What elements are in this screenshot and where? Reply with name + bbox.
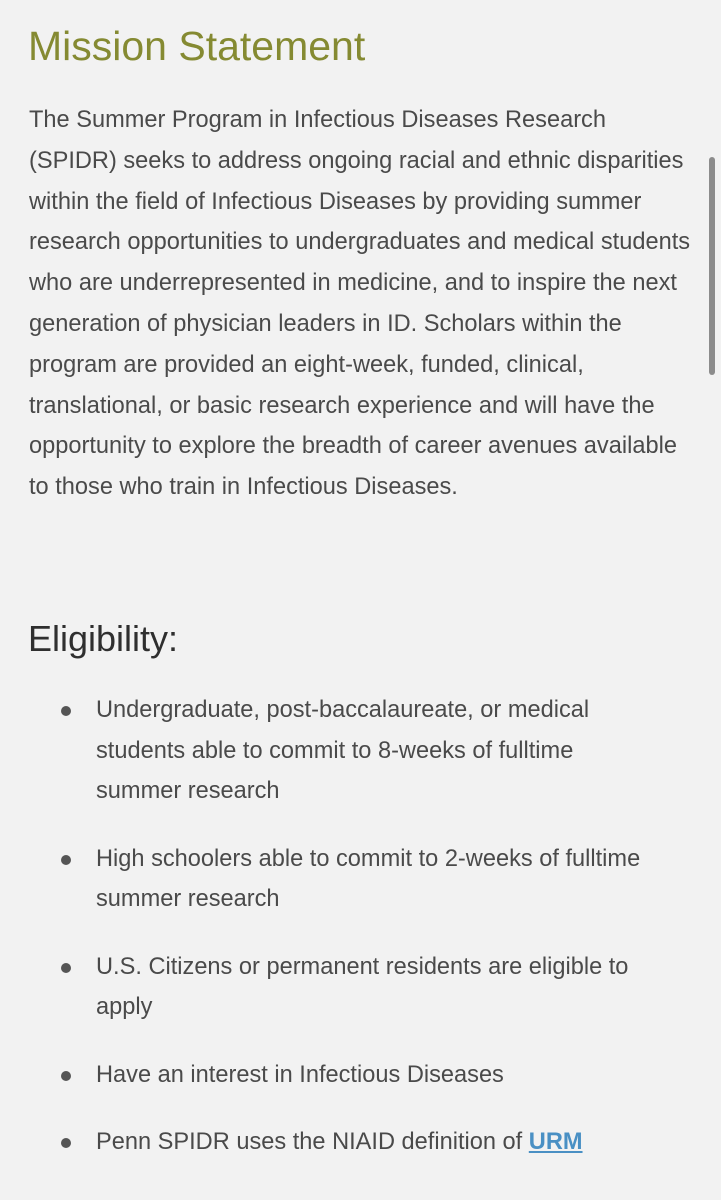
urm-link[interactable]: URM [528,1129,583,1155]
mission-statement-heading: Mission Statement [28,23,366,69]
list-item-text: Penn SPIDR uses the NIAID definition of [96,1129,523,1155]
list-item-text: Have an interest in Infectious Diseases [96,1061,504,1088]
list-item [0,690,656,812]
list-item [0,947,656,1028]
eligibility-list [0,690,721,1190]
list-item-text: Undergraduate, post-baccalaureate, or medical students able to commit to 8-weeks of fulltime summer research [96,697,590,804]
bullet-icon [61,855,71,865]
list-item [0,1055,656,1096]
bullet-icon [61,1138,71,1148]
mission-statement-text: The Summer Program in Infectious Diseases Research (SPIDR) seeks to address ongoing racial and ethnic disparities within the field of Infectious Diseases by providing summer research opportunities to undergraduates and medical students who are underrepresented in medicine, and to inspire the next generation of physician leaders in ID. Scholars within the program are provided an eight-week, funded, clinical, translational, or basic research experience and will have the opportunity to explore the breadth of career avenues available to those who train in Infectious Diseases. [29,107,691,501]
eligibility-heading: Eligibility: [28,618,179,659]
list-item [0,839,656,920]
list-item [0,1122,656,1163]
bullet-icon [61,1071,71,1081]
bullet-icon [61,963,71,973]
bullet-icon [61,706,71,716]
scrollbar-thumb[interactable] [709,157,715,375]
list-item-text: U.S. Citizens or permanent residents are eligible to apply [96,953,629,1020]
list-item-text: High schoolers able to commit to 2-weeks of fulltime summer research [96,845,641,912]
